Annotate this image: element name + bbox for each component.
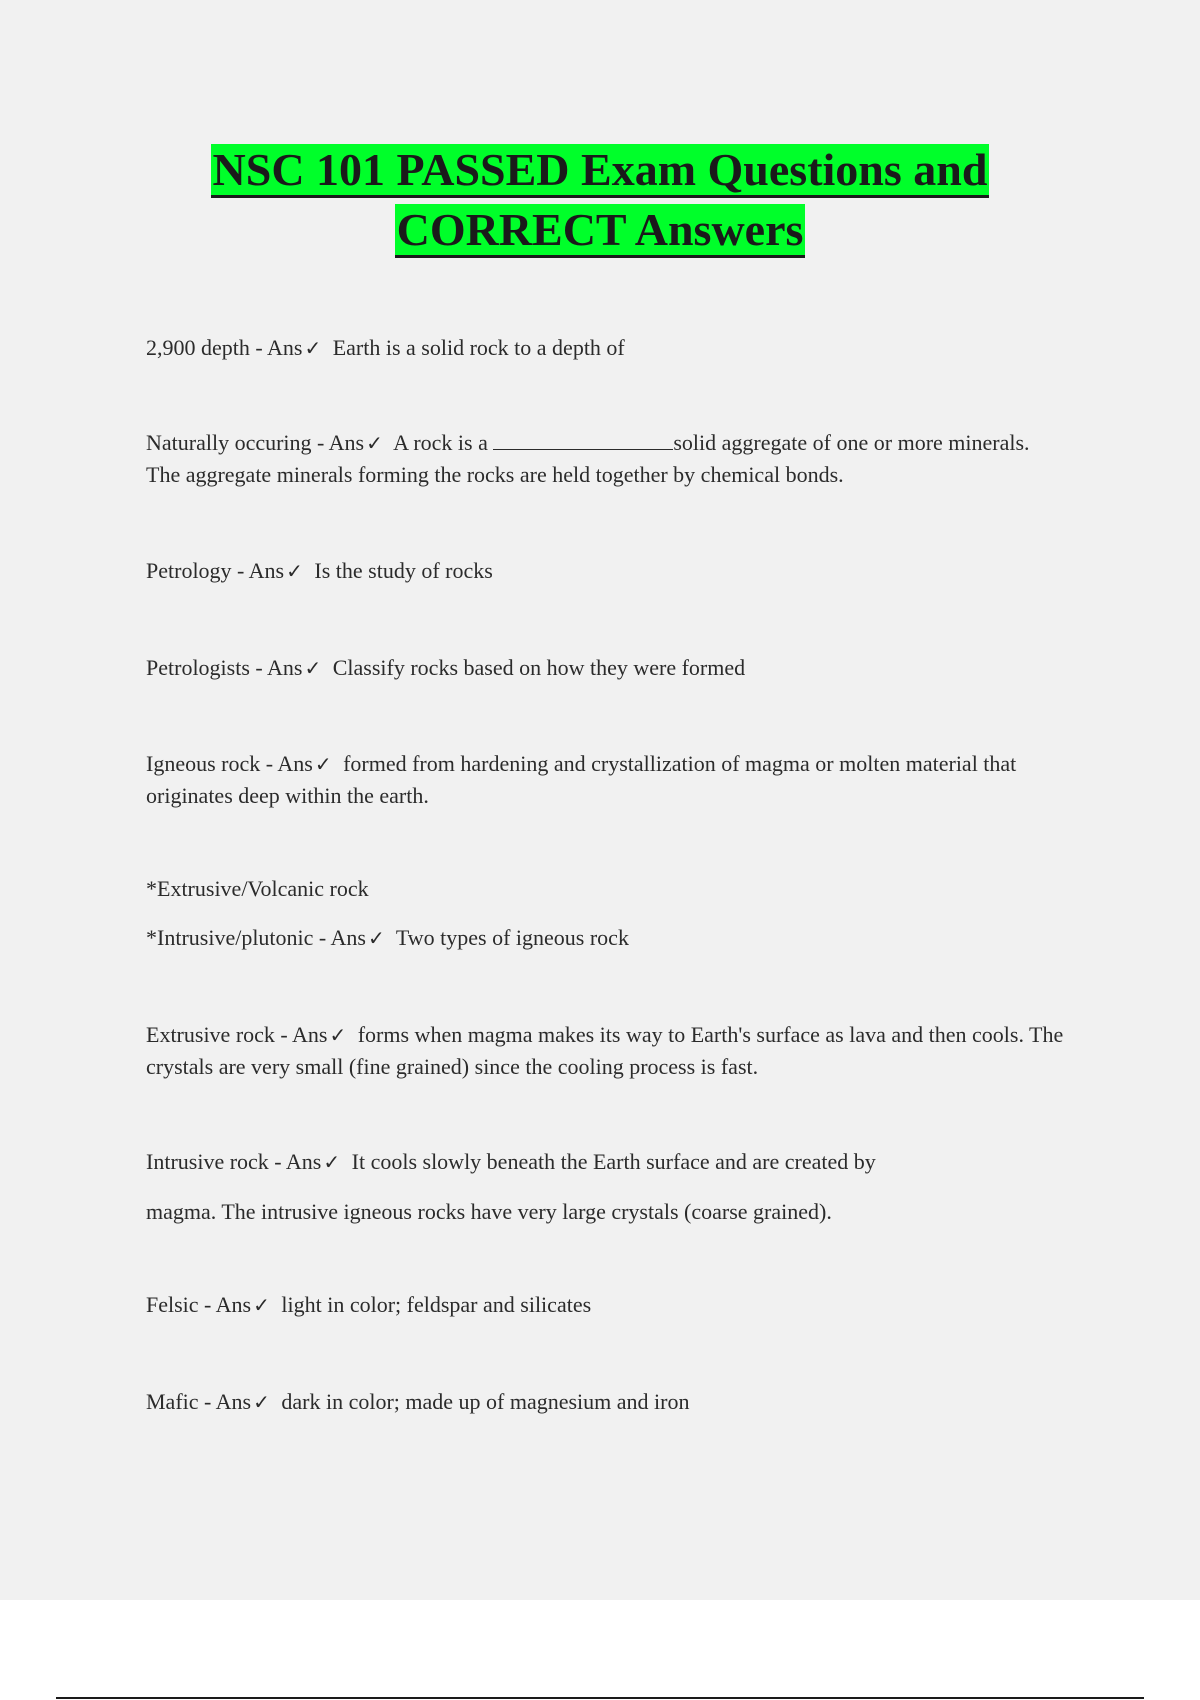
qa-item [146,1289,1066,1321]
qa-item [146,427,1066,491]
qa-answer-line: magma. The intrusive igneous rocks have very large crystals (coarse grained). [146,1199,832,1224]
qa-term: Naturally occuring - Ans [146,430,365,455]
qa-item [146,332,1066,364]
qa-item [146,1386,1066,1418]
qa-item [146,748,1066,812]
qa-term: Extrusive rock - Ans [146,1022,328,1047]
check-icon: ✓ [253,1293,270,1317]
qa-term: Mafic - Ans [146,1389,252,1414]
qa-item [146,1019,1066,1083]
qa-term: Intrusive rock - Ans [146,1149,322,1174]
qa-term: Petrologists - Ans [146,655,303,680]
check-icon: ✓ [286,559,303,583]
check-icon: ✓ [323,1150,341,1174]
qa-item [146,555,1066,587]
fill-in-blank [493,429,673,450]
qa-answer: dark in color; made up of magnesium and iron [281,1389,690,1414]
bottom-divider [56,1697,1144,1699]
check-icon: ✓ [304,656,322,680]
qa-item [146,873,1066,905]
check-icon: ✓ [253,1390,270,1414]
qa-answer-part: solid aggregate of one or more minerals. The aggregate minerals forming the rocks are held together by chemical bonds. [146,430,1030,487]
check-icon: ✓ [304,336,322,360]
qa-answer: Is the study of rocks [314,558,493,583]
qa-answer: Classify rocks based on how they were formed [332,655,746,680]
qa-item [146,652,1066,684]
qa-answer: Two types of igneous rock [395,925,629,950]
check-icon: ✓ [367,926,385,950]
qa-term: Felsic - Ans [146,1292,252,1317]
qa-answer-part: A rock is a [393,430,494,455]
check-icon: ✓ [314,752,332,776]
qa-term: Igneous rock - Ans [146,751,313,776]
qa-term: *Intrusive/plutonic - Ans [146,925,366,950]
qa-pre-line: *Extrusive/Volcanic rock [146,876,369,901]
title-line-2: CORRECT Answers [395,204,806,258]
check-icon: ✓ [366,431,383,455]
page-title [0,140,1200,260]
qa-term: 2,900 depth - Ans [146,335,303,360]
qa-item [146,1137,1066,1237]
qa-answer: formed from hardening and crystallization of magma or molten material that originates deep within the earth. [146,751,1017,808]
check-icon: ✓ [329,1023,347,1047]
qa-term: Petrology - Ans [146,558,285,583]
qa-answer: Earth is a solid rock to a depth of [332,335,625,360]
qa-item [146,922,1066,954]
qa-answer-line: It cools slowly beneath the Earth surface and are created by [351,1149,876,1174]
qa-answer: forms when magma makes its way to Earth's surface as lava and then cools. The crystals are very small (fine grained) since the cooling process is fast. [146,1022,1064,1079]
title-line-1: NSC 101 PASSED Exam Questions and [211,144,990,198]
qa-answer: light in color; feldspar and silicates [281,1292,592,1317]
